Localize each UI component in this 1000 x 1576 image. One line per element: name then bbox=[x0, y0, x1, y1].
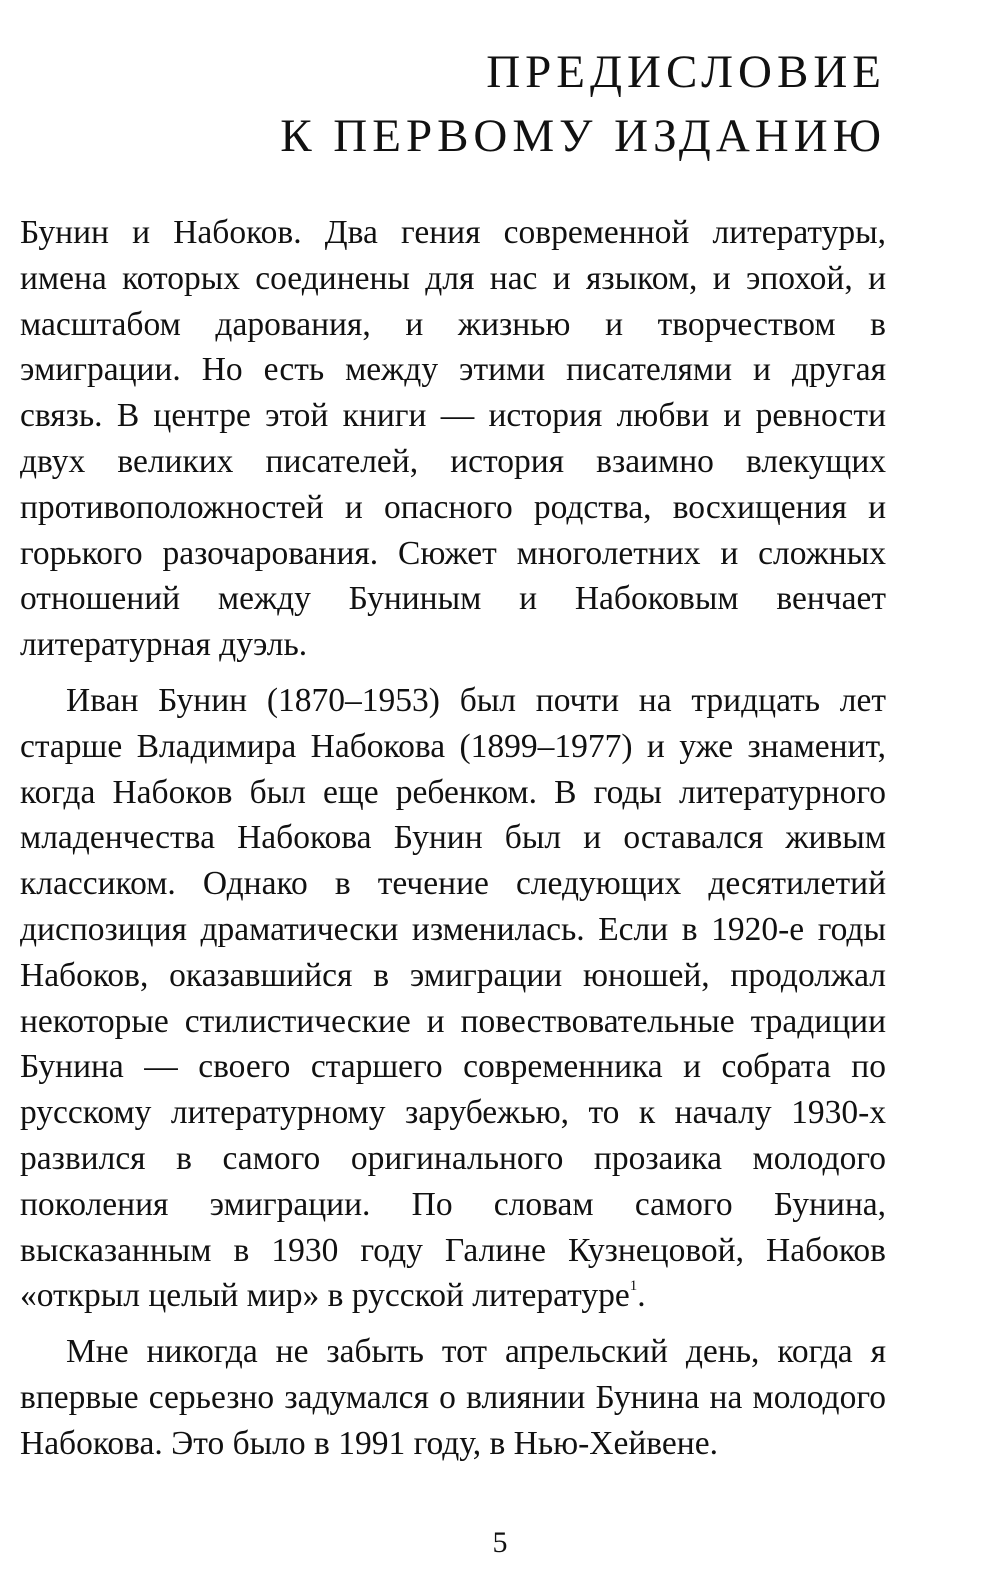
paragraph bbox=[20, 210, 886, 668]
footnote-marker: 1 bbox=[629, 1278, 638, 1295]
chapter-title bbox=[280, 40, 886, 168]
paragraph bbox=[20, 1329, 886, 1466]
paragraph bbox=[20, 678, 886, 1319]
chapter-title-line-1: ПРЕДИСЛОВИЕ bbox=[486, 46, 886, 98]
paragraph-end-punctuation: . bbox=[637, 1277, 646, 1315]
paragraph-text: Иван Бунин (1870–1953) был почти на тридцать лет старше Владимира Набокова (1899–1977) и уже знаменит, когда Набоков был еще ребенком. В годы литературного младенчества Набокова Бунин был и оставался живым классиком. Однако в течение следующих десятилетий диспозиция драматически изменилась. Если в 1920-е годы Набоков, оказавшийся в эмиграции юношей, продолжал некоторые стилистические и повествовательные традиции Бунина — своего старшего современника и собрата по русскому литературному зарубежью, то к началу 1930-х развился в самого оригинального прозаика молодого поколения эмиграции. По словам самого Бунина, высказанным в 1930 году Галине Кузнецовой, Набоков «открыл целый мир» в русской литературе bbox=[20, 681, 886, 1315]
page-number: 5 bbox=[492, 1526, 508, 1559]
paragraph-text: Бунин и Набоков. Два гения современной литературы, имена которых соединены для нас и языком, и эпохой, и масштабом дарования, и жизнью и творчеством в эмиграции. Но есть между этими писателями и другая связь. В центре этой книги — история любви и ревности двух великих писателей, история взаимно влекущих противоположностей и опасного родства, восхищения и горького разочарования. Сюжет многолетних и сложных отношений между Буниным и Набоковым венчает литературная дуэль. bbox=[20, 214, 886, 664]
chapter-title-line-2: К ПЕРВОМУ ИЗДАНИЮ bbox=[280, 110, 886, 162]
body-text bbox=[20, 210, 886, 1467]
paragraph-text: Мне никогда не забыть тот апрельский день, когда я впервые серьезно задумался о влиянии Бунина на молодого Набокова. Это было в 1991 году, в Нью-Хейвене. bbox=[20, 1333, 886, 1462]
